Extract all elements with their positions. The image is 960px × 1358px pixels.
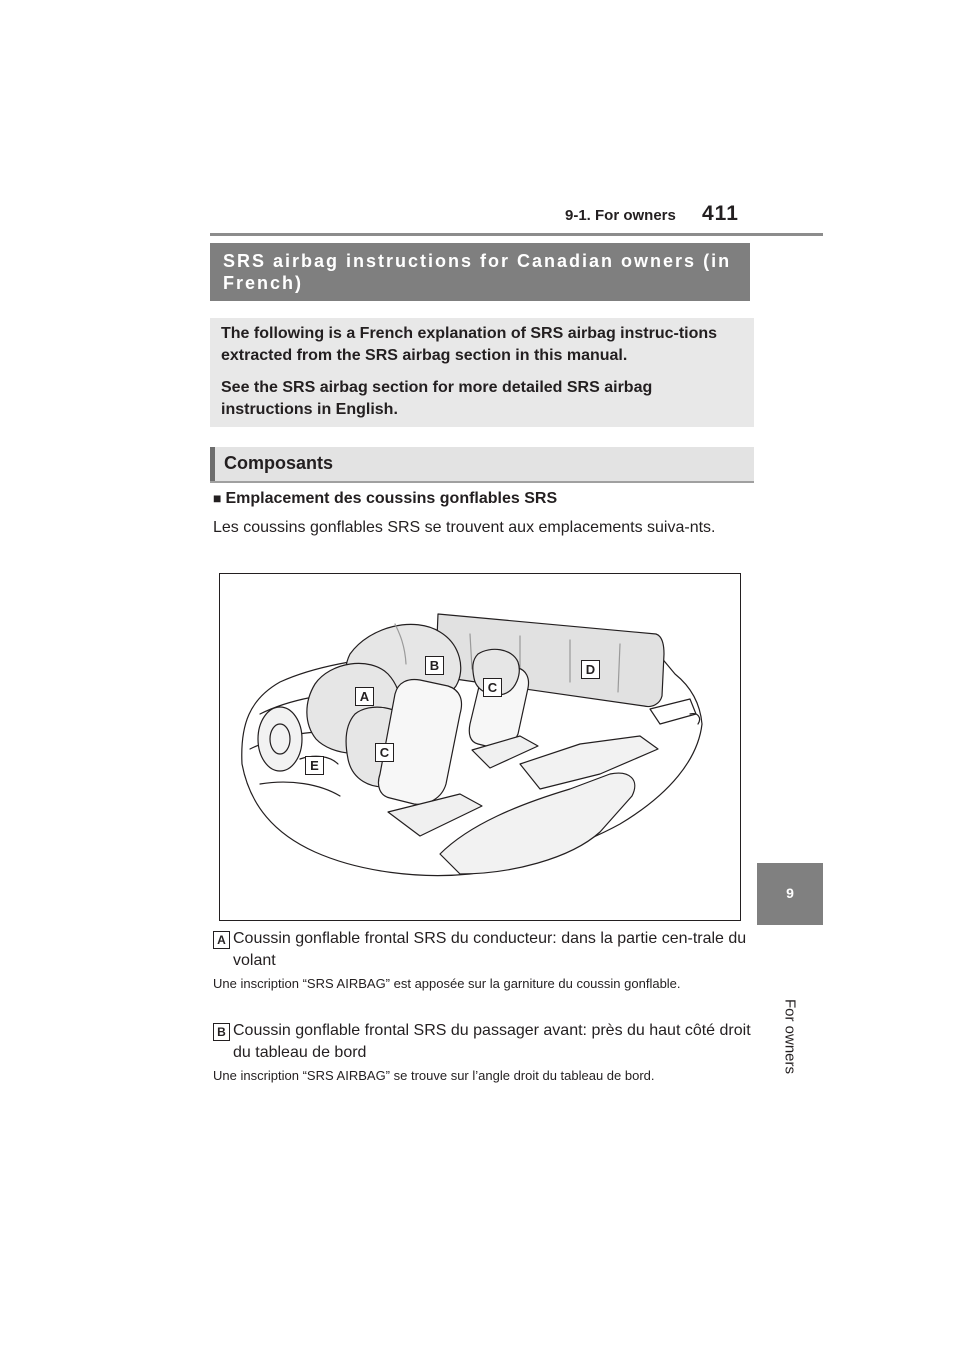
body-paragraph: Les coussins gonflables SRS se trouvent aux emplacements suiva-nts. [213, 519, 716, 536]
airbag-location-figure [219, 573, 741, 921]
title-bar [210, 243, 750, 301]
section-heading [210, 447, 754, 483]
section-heading-text: Composants [224, 453, 334, 473]
callout-c-lower: C [375, 743, 394, 762]
callout-b: B [425, 656, 444, 675]
item-badge-a: A [213, 931, 230, 949]
intro-paragraph-1: The following is a French explanation of SRS airbag instruc-tions extracted from the SRS airbag section in this manual. [221, 325, 718, 364]
chapter-number: 9 [786, 885, 794, 901]
callout-c-upper: C [483, 678, 502, 697]
subheading [213, 490, 557, 508]
page-number: 411 [702, 202, 739, 225]
vehicle-interior-illustration [220, 574, 740, 920]
page-title: SRS airbag instructions for Canadian owners (in French) [223, 251, 732, 293]
square-bullet-icon: ■ [213, 490, 222, 506]
intro-paragraph-2: See the SRS airbag section for more detailed SRS airbag instructions in English. [221, 379, 653, 418]
callout-a: A [355, 687, 374, 706]
subheading-text: Emplacement des coussins gonflables SRS [225, 490, 558, 507]
item-a-text: Coussin gonflable frontal SRS du conducteur: dans la partie cen-trale du volant [233, 930, 747, 969]
header-rule [210, 233, 823, 236]
header-section-title: 9-1. For owners [565, 207, 676, 224]
item-b-text: Coussin gonflable frontal SRS du passager avant: près du haut côté droit du tableau de bord [233, 1022, 751, 1061]
item-b-note: Une inscription “SRS AIRBAG” se trouve sur l’angle droit du tableau de bord. [213, 1068, 655, 1083]
chapter-label: For owners [781, 998, 799, 1075]
chapter-tab [757, 863, 823, 925]
intro-box [210, 318, 754, 427]
callout-e: E [305, 756, 324, 775]
item-a-note: Une inscription “SRS AIRBAG” est apposée sur la garniture du coussin gonflable. [213, 976, 681, 991]
callout-d: D [581, 660, 600, 679]
item-badge-b: B [213, 1023, 230, 1041]
